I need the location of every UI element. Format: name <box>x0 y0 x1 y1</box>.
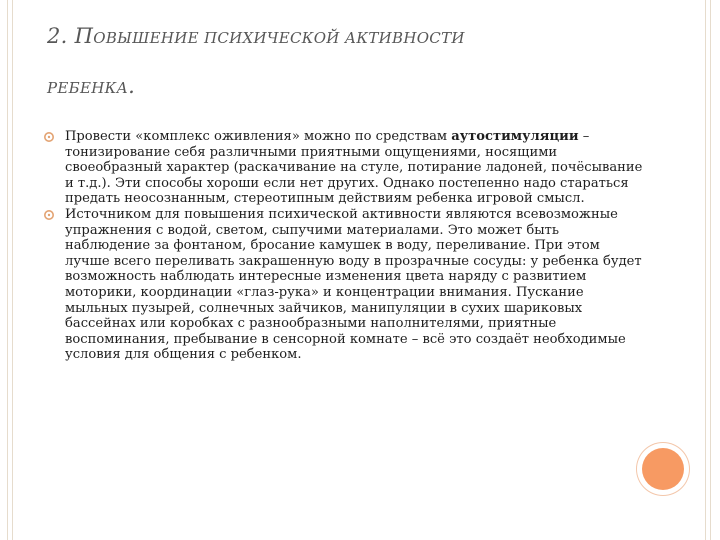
bullet-1-bold-term: аутостимуляции <box>451 129 579 144</box>
title-first-letter: П <box>74 24 94 48</box>
title-line-2 <box>47 62 687 112</box>
title-line-1 <box>47 12 687 62</box>
ring-bullet-icon <box>43 209 55 221</box>
bullet-item-1 <box>43 129 643 207</box>
right-decorative-border <box>705 0 711 540</box>
bullet-1-intro: Провести «комплекс оживления» можно по средствам <box>65 129 452 144</box>
decorative-orange-circle <box>642 448 684 490</box>
title-period: . <box>128 74 136 98</box>
title-number: 2. <box>47 24 75 48</box>
left-decorative-border <box>7 0 13 540</box>
bullet-item-2 <box>43 207 643 363</box>
bullet-text-2: Источником для повышения психической активности являются всевозможные упражнения с водой, светом, сыпучими материалами. Это может быть наблюдение за фонтаном, бросание камушек в воду, переливание. При этом лучше всего переливать закрашенную воду в прозрачные сосуды: у ребенка будет возможность наблюдать интересные изменения цвета наряду с развитием моторики, координации «глаз-рука» и концентрации внимания. Пускание мыльных пузырей, солнечных зайчиков, манипуляции в сухих шариковых бассейнах или коробках с разнообразными наполнителями, приятные воспоминания, пребывание в сенсорной комнате – всё это создаёт необходимые условия для общения с ребенком. <box>65 206 642 363</box>
title-line-2-text: РЕБЕНКА <box>47 79 129 97</box>
bullet-1-rest: – тонизирование себя различными приятными ощущениями, носящими своеобразный характер (раскачивание на стуле, потирание ладоней, почёсывание и т.д.). Эти способы хороши если нет других. Однако постепенно надо стараться предать неосознанным, стереотипным действиям ребенка игровой смысл. <box>65 129 643 207</box>
slide-title <box>47 12 687 112</box>
title-line-1-rest: ОВЫШЕНИЕ ПСИХИЧЕСКОЙ АКТИВНОСТИ <box>93 29 465 47</box>
bullet-text-1 <box>65 129 643 207</box>
ring-bullet-icon <box>43 131 55 143</box>
bullet-list <box>43 129 643 363</box>
